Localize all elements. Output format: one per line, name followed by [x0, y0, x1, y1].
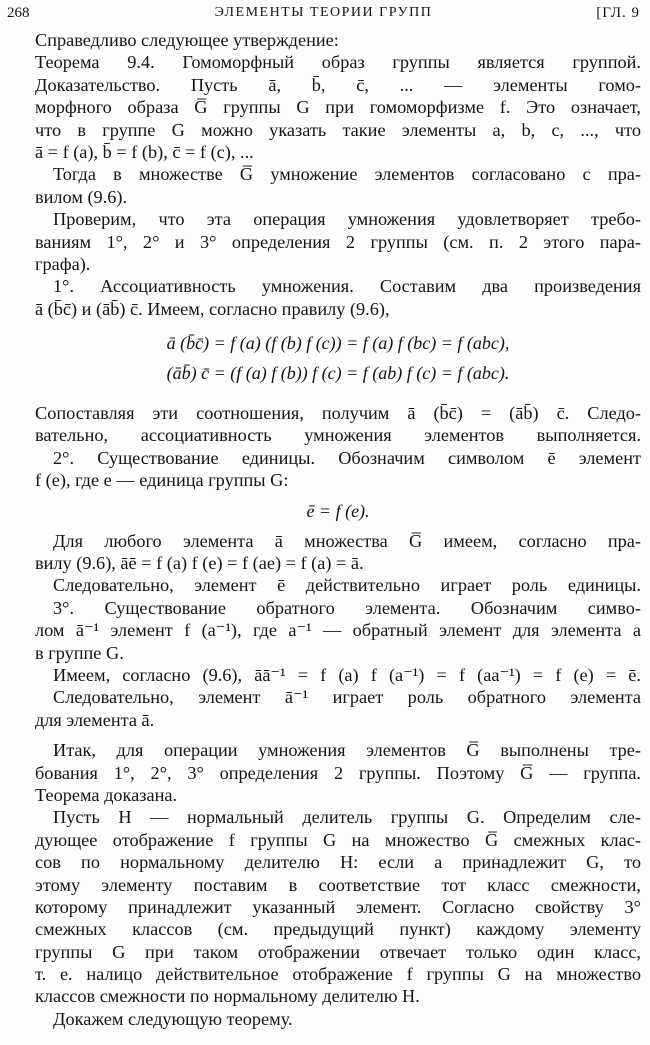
text-line: что в группе G можно указать такие элементы a, b, c, ..., что [35, 119, 641, 140]
text-line: Проверим, что эта операция умножения удовлетворяет требо- [53, 209, 641, 230]
text-line: бования 1°, 2°, 3° определения 2 группы. Поэтому G̅ — группа. [35, 762, 641, 783]
text-line: Справедливо следующее утверждение: [35, 30, 339, 50]
text-line: ваниям 1°, 2° и 3° определения 2 группы (см. п. 2 этого пара- [35, 231, 641, 252]
text-line: Имеем, согласно (9.6), āā⁻¹ = f (a) f (a⁻¹) = f (aa⁻¹) = f (e) = ē. [53, 664, 641, 685]
text-line: вилом (9.6). [35, 186, 128, 207]
spacer [35, 354, 641, 362]
text-line: сов по нормальному делителю H: если a принадлежит G, то [35, 852, 641, 873]
text-line: 1°. Ассоциативность умножения. Составим два произведения [53, 276, 641, 297]
text-line: Следовательно, элемент ē действительно играет роль единицы. [53, 575, 641, 596]
text-line: 3°. Существование обратного элемента. Обозначим симво- [53, 597, 641, 618]
spacer [35, 384, 641, 402]
text-line: лом ā⁻¹ элемент f (a⁻¹), где a⁻¹ — обратный элемент для элемента a [35, 620, 641, 641]
text-line: в группе G. [35, 642, 124, 663]
text-line: дующее отображение f группы G на множество G̅ смежных клас- [35, 829, 641, 850]
text-line: для элемента ā. [35, 709, 155, 730]
formula-line: (āb̄) c̄ = (f (a) f (b)) f (c) = f (ab) f (c) = f (abc). [166, 363, 510, 384]
chapter-label: [ГЛ. 9 [596, 5, 640, 21]
text-line: морфного образа G̅ группы G при гомоморфизме f. Это означает, [35, 97, 641, 118]
text-line: Докажем следующую теорему. [53, 1008, 293, 1029]
page-header [7, 3, 640, 27]
text-line: вательно, ассоциативность умножения элементов выполняется. [35, 425, 641, 446]
text-line: смежных классов (см. предыдущий пункт) каждому элементу [35, 919, 641, 940]
text-line: Теорема 9.4. Гомоморфный образ группы является группой. [35, 52, 641, 73]
text-line: классов смежности по нормальному делителю H. [35, 986, 420, 1007]
text-line: Для любого элемента ā множества G̅ имеем, согласно пра- [53, 530, 641, 551]
text-line: 2°. Существование единицы. Обозначим символом ē элемент [53, 447, 641, 468]
text-line: Тогда в множестве G̅ умножение элементов согласовано с пра- [53, 164, 641, 185]
text-line: Теорема доказана. [35, 784, 178, 805]
text-line: Пусть H — нормальный делитель группы G. Определим сле- [53, 807, 641, 828]
spacer [35, 731, 641, 739]
page-number: 268 [7, 5, 30, 21]
spacer [35, 492, 641, 500]
text-line: Следовательно, элемент ā⁻¹ играет роль обратного элемента [53, 687, 641, 708]
formula-line: ē = f (e). [306, 500, 370, 521]
text-line: f (e), где e — единица группы G: [35, 470, 289, 491]
text-line: Сопоставляя эти соотношения, получим ā (b̄c̄) = (āb̄) c̄. Следо- [35, 403, 641, 424]
page-body [35, 29, 641, 1030]
text-line: графа). [35, 253, 91, 274]
text-line: группы G при таком отображении отвечает только один класс, [35, 941, 641, 962]
spacer [35, 320, 641, 332]
spacer [35, 522, 641, 530]
text-line: т. е. налицо действительное отображение f группы G на множество [35, 964, 641, 985]
running-title: ЭЛЕМЕНТЫ ТЕОРИИ ГРУПП [214, 5, 433, 20]
text-line: вилу (9.6), āē = f (a) f (e) = f (ae) = f (a) = ā. [35, 553, 364, 574]
text-line: которому принадлежит указанный элемент. Согласно свойству 3° [35, 896, 641, 917]
text-line: этому элементу поставим в соответствие тот класс смежности, [35, 874, 641, 895]
formula-line: ā (b̄c̄) = f (a) (f (b) f (c)) = f (a) f (bc) = f (abc), [166, 333, 510, 354]
text-line: Доказательство. Пусть ā, b̄, c̄, ... — элементы гомо- [35, 74, 641, 95]
text-line: Итак, для операции умножения элементов G̅ выполнены тре- [53, 740, 641, 761]
text-line: ā = f (a), b̄ = f (b), c̄ = f (c), ... [35, 141, 254, 162]
text-line: ā (b̄c̄) и (āb̄) c̄. Имеем, согласно правилу (9.6), [35, 298, 390, 319]
